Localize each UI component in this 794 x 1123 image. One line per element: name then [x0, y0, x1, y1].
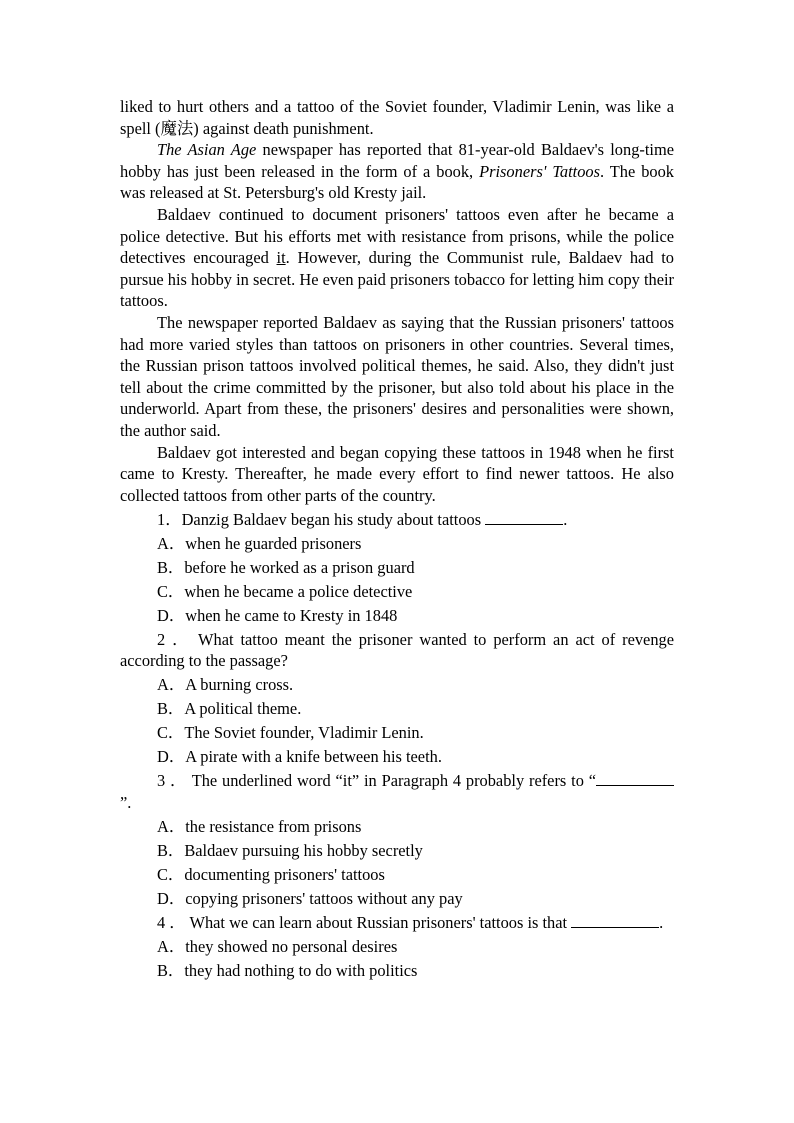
question-1-option-c: C．when he became a police detective — [157, 581, 413, 601]
answer-blank — [571, 913, 659, 928]
question-2-option-a: A．A burning cross. — [157, 675, 294, 695]
question-2-option-d: D．A pirate with a knife between his teeth. — [157, 747, 442, 767]
paragraph-asian-age: The Asian Age newspaper has reported that 81-year-old Baldaev's long-time hobby has just been released in the form of a book, Prisoners' Tattoos. The book was released at St. Petersburg's old Kresty jail. — [120, 140, 674, 203]
paragraph-intro: liked to hurt others and a tattoo of the Soviet founder, Vladimir Lenin, was like a spell (魔法) against death punishment. — [120, 97, 674, 138]
question-3-stem: 3 ． The underlined word “it” in Paragraph 4 probably refers to “”. — [120, 770, 674, 813]
question-3-option-c: C．documenting prisoners' tattoos — [157, 864, 385, 884]
question-1-option-b: B．before he worked as a prison guard — [157, 557, 415, 577]
paragraph-police-detective: Baldaev continued to document prisoners' tattoos even after he became a police detective. But his efforts met with resistance from prisons, while the police detectives encouraged it. However, during the Communist rule, Baldaev had to pursue his hobby in secret. He even paid prisoners tobacco for letting him copy their tattoos. — [120, 204, 674, 311]
question-4-stem: 4 ． What we can learn about Russian prisoners' tattoos is that . — [157, 912, 664, 932]
question-1-option-a: A．when he guarded prisoners — [157, 533, 362, 553]
question-3-option-a: A．the resistance from prisons — [157, 816, 362, 836]
paragraph-kresty-1948: Baldaev got interested and began copying these tattoos in 1948 when he first came to Kresty. Thereafter, he made every effort to find newer tattoos. He also collected tattoos from other parts of the country. — [120, 442, 674, 505]
book-title: Prisoners' Tattoos — [479, 161, 601, 181]
newspaper-title: The Asian Age — [157, 140, 257, 160]
question-1-option-d: D．when he came to Kresty in 1848 — [157, 605, 398, 625]
question-1-stem: 1．Danzig Baldaev began his study about tattoos . — [157, 509, 568, 529]
answer-blank — [485, 510, 563, 525]
paragraph-newspaper-report: The newspaper reported Baldaev as saying that the Russian prisoners' tattoos had more varied styles than tattoos on prisoners in other countries. Several times, the Russian prison tattoos involved political themes, he said. Also, they didn't just tell about the crime committed by the prisoner, but also told about his place in the underworld. Apart from these, the prisoners' desires and personalities were shown, the author said. — [120, 312, 674, 440]
question-2-option-b: B．A political theme. — [157, 699, 302, 719]
question-4-option-b: B．they had nothing to do with politics — [157, 960, 418, 980]
question-2-option-c: C．The Soviet founder, Vladimir Lenin. — [157, 723, 424, 743]
question-3-option-b: B．Baldaev pursuing his hobby secretly — [157, 840, 423, 860]
question-4-option-a: A．they showed no personal desires — [157, 936, 398, 956]
underlined-word-it: it — [276, 248, 286, 268]
question-2-stem: 2 ． What tattoo meant the prisoner wanted to perform an act of revenge according to the passage? — [120, 629, 674, 671]
answer-blank — [596, 771, 674, 786]
document-page — [120, 96, 674, 981]
question-3-option-d: D．copying prisoners' tattoos without any pay — [157, 888, 463, 908]
